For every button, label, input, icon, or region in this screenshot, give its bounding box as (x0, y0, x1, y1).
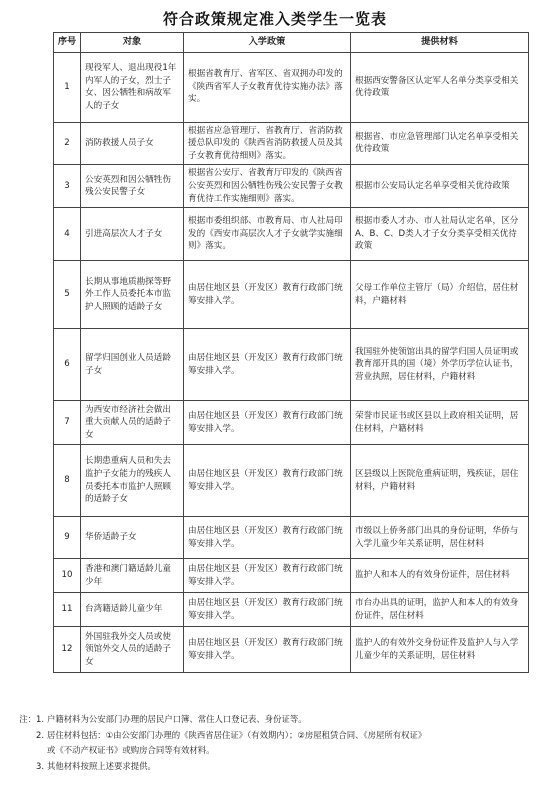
row-materials: 根据市公安局认定名单享受相关优待政策 (351, 165, 529, 208)
document-title: 符合政策规定准入类学生一览表 (162, 10, 387, 28)
row-materials: 市级以上侨务部门出具的身份证明，华侨与入学儿童少年关系证明，居住材料 (351, 517, 529, 559)
row-number: 8 (54, 445, 81, 517)
row-number: 7 (54, 401, 81, 445)
table-row (54, 559, 529, 593)
table-row (54, 261, 529, 329)
table-row (54, 329, 529, 401)
row-number: 10 (54, 559, 81, 593)
notes-section (10, 712, 540, 774)
note-text: 居住材料包括：①由公安部门办理的《陕西省居住证》（有效期内）；②房屋租赁合同、《房屋所有权证》 (47, 729, 427, 740)
note-line (10, 743, 540, 759)
header-materials: 提供材料 (351, 33, 529, 53)
row-object: 留学归国创业人员适龄子女 (81, 329, 184, 401)
table-row (54, 401, 529, 445)
table-header-row (54, 33, 529, 53)
table-row (54, 122, 529, 165)
note-text: 户籍材料为公安部门办理的居民户口簿、常住人口登记表、身份证等。 (47, 714, 307, 724)
row-number: 12 (54, 627, 81, 673)
table-body (54, 52, 529, 673)
row-materials: 监护人和本人的有效身份证件，居住材料 (351, 559, 529, 593)
row-object: 长期患重病人员和失去监护子女能力的残疾人员委托本市监护人照顾的适龄子女 (81, 445, 184, 517)
note-prefix: 3. (36, 760, 44, 771)
table-row (54, 517, 529, 559)
row-policy: 根据省公安厅、省教育厅印发的《陕西省公安英烈和因公牺牲伤残公安民警子女教育优待工作实施细则》落实。 (184, 165, 351, 208)
row-number: 1 (54, 52, 81, 122)
row-number: 6 (54, 329, 81, 401)
table-row (54, 165, 529, 208)
table-row (54, 445, 529, 517)
row-number: 5 (54, 261, 81, 329)
row-object: 长期从事地质勘探等野外工作人员委托本市监护人照顾的适龄子女 (81, 261, 184, 329)
table-row (54, 627, 529, 673)
row-materials: 监护人的有效外交身份证件及监护人与入学儿童少年的关系证明，居住材料 (351, 627, 529, 673)
row-policy: 由居住地区县（开发区）教育行政部门统筹安排入学。 (184, 445, 351, 517)
row-policy: 根据省教育厅、省军区、省双拥办印发的《陕西省军人子女教育优待实施办法》落实。 (184, 52, 351, 122)
row-materials: 区县级以上医院危重病证明，残疾证，居住材料，户籍材料 (351, 445, 529, 517)
row-object: 消防救援人员子女 (81, 122, 184, 165)
row-materials: 我国驻外使领馆出具的留学归国人员证明或教育部开具的国（境）外学历学位认证书，营业执照，居住材料，户籍材料 (351, 329, 529, 401)
row-policy: 由居住地区县（开发区）教育行政部门统筹安排入学。 (184, 261, 351, 329)
header-policy: 入学政策 (184, 33, 351, 53)
row-policy: 由居住地区县（开发区）教育行政部门统筹安排入学。 (184, 517, 351, 559)
row-object: 华侨适龄子女 (81, 517, 184, 559)
note-line (10, 759, 540, 775)
row-materials: 根据市委人才办、市人社局认定名单，区分A、B、C、D类人才子女分类享受相关优待政策 (351, 208, 529, 261)
row-materials: 根据省、市应急管理部门认定名单享受相关优待政策 (351, 122, 529, 165)
row-object: 现役军人、退出现役1年内军人的子女，烈士子女、因公牺牲和病故军人的子女 (81, 52, 184, 122)
row-object: 香港和澳门籍适龄儿童少年 (81, 559, 184, 593)
row-object: 引进高层次人才子女 (81, 208, 184, 261)
row-number: 4 (54, 208, 81, 261)
note-text: 或《不动产权证书》或购房合同等有效材料。 (47, 745, 215, 755)
table-row (54, 593, 529, 627)
row-number: 2 (54, 122, 81, 165)
row-materials: 父母工作单位主管厅（局）介绍信，居住材料，户籍材料 (351, 261, 529, 329)
row-object: 外国驻我外交人员或使领馆外交人员的适龄子女 (81, 627, 184, 673)
students-table (53, 32, 529, 673)
row-materials: 根据西安警备区认定军人名单分类享受相关优待政策 (351, 52, 529, 122)
row-object: 公安英烈和因公牺牲伤残公安民警子女 (81, 165, 184, 208)
note-prefix: 注：1. (19, 714, 44, 724)
header-no: 序号 (54, 33, 81, 53)
note-text: 其他材料按照上述要求提供。 (47, 760, 156, 771)
row-number: 11 (54, 593, 81, 627)
row-number: 3 (54, 165, 81, 208)
row-materials: 荣誉市民证书或区县以上政府相关证明，居住材料，户籍材料 (351, 401, 529, 445)
row-policy: 根据省应急管理厅、省教育厅、省消防救援总队印发的《陕西省消防救援人员及其子女教育优待细则》落实。 (184, 122, 351, 165)
row-materials: 市台办出具的证明，监护人和本人的有效身份证件，居住材料 (351, 593, 529, 627)
row-policy: 由居住地区县（开发区）教育行政部门统筹安排入学。 (184, 559, 351, 593)
note-line (10, 712, 540, 728)
row-object: 台湾籍适龄儿童少年 (81, 593, 184, 627)
row-policy: 根据市委组织部、市教育局、市人社局印发的《西安市高层次人才子女就学实施细则》落实。 (184, 208, 351, 261)
row-policy: 由居住地区县（开发区）教育行政部门统筹安排入学。 (184, 627, 351, 673)
row-policy: 由居住地区县（开发区）教育行政部门统筹安排入学。 (184, 593, 351, 627)
note-prefix: 2. (36, 729, 44, 740)
row-number: 9 (54, 517, 81, 559)
row-policy: 由居住地区县（开发区）教育行政部门统筹安排入学。 (184, 401, 351, 445)
header-object: 对象 (81, 33, 184, 53)
row-policy: 由居住地区县（开发区）教育行政部门统筹安排入学。 (184, 329, 351, 401)
note-line (10, 728, 540, 744)
table-row (54, 52, 529, 122)
table-row (54, 208, 529, 261)
row-object: 为西安市经济社会做出重大贡献人员的适龄子女 (81, 401, 184, 445)
note-prefix (10, 743, 47, 759)
